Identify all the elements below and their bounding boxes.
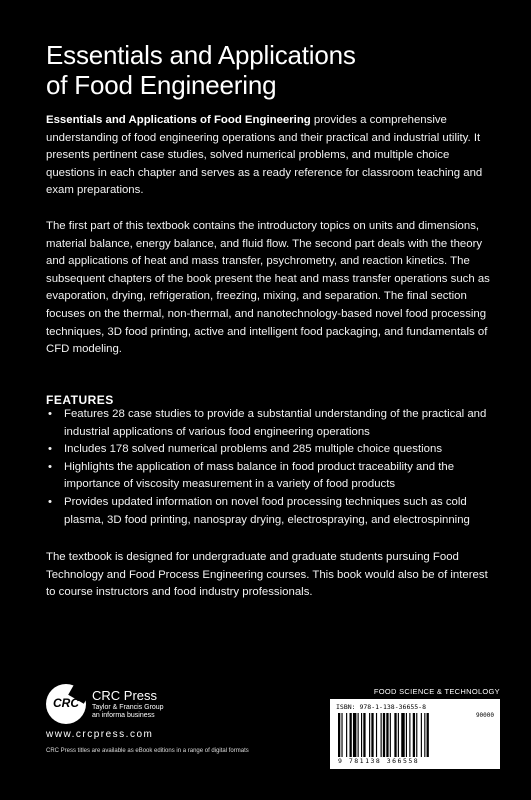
audience-paragraph: The textbook is designed for undergraduate and graduate students pursuing Food Technology and Food Process Engineering courses. This book would also be of interest to course instructors and food industry professionals. bbox=[46, 551, 488, 599]
publisher-website: www.crcpress.com bbox=[46, 729, 154, 740]
barcode-digits: 9 781138 366558 bbox=[338, 757, 420, 765]
publisher-group: Taylor & Francis Group bbox=[92, 704, 164, 711]
description-paragraph: The first part of this textbook contains the introductory topics on units and dimensions, material balance, energy balance, and fluid flow. The second part deals with the theory and applications of heat and mass transfer, psychrometry, and reaction kinetics. The subsequent chapters of the book present the heat and mass transfer operations such as evaporation, drying, refrigeration, freezing, mixing, and separation. The final section focuses on the thermal, non-thermal, and nanotechnology-based novel food processing techniques, 3D food printing, active and intelligent food packaging, and fundamentals of CFD modeling. bbox=[46, 220, 490, 356]
book-title-line-2: of Food Engineering bbox=[46, 70, 277, 100]
crc-logo-text: CRC bbox=[53, 696, 79, 710]
intro-paragraph bbox=[46, 112, 491, 200]
price-code: 90000 bbox=[475, 712, 494, 719]
book-title bbox=[46, 40, 506, 100]
intro-text: provides a comprehensive understanding of food engineering operations and their practical and industrial utility. It presents pertinent case studies, solved numerical problems, and multiple choice questions in each chapter and serves as a ready reference for classroom teaching and exam preparations. bbox=[46, 114, 483, 197]
feature-item: • Provides updated information on novel food processing techniques such as cold plasma, 3D food printing, nanospray drying, electrospraying, and electrospinning bbox=[46, 494, 501, 529]
subject-category: FOOD SCIENCE & TECHNOLOGY bbox=[373, 687, 500, 696]
publisher-name: CRC Press bbox=[92, 688, 158, 703]
barcode-bars-icon bbox=[338, 713, 492, 757]
ebook-note: CRC Press titles are available as eBook editions in a range of digital formats bbox=[46, 748, 249, 754]
features-list bbox=[46, 406, 501, 529]
book-title-line-1: Essentials and Applications bbox=[46, 40, 356, 70]
feature-item: • Features 28 case studies to provide a substantial understanding of the practical and industrial applications of various food engineering operations bbox=[46, 406, 501, 441]
isbn-barcode bbox=[330, 699, 500, 769]
isbn-number: ISBN: 978-1-138-36655-8 bbox=[336, 703, 427, 711]
feature-item: • Highlights the application of mass balance in food product traceability and the importance of viscosity measurement in a variety of food products bbox=[46, 459, 501, 494]
crc-logo-icon bbox=[46, 684, 86, 724]
publisher-tagline: an informa business bbox=[92, 712, 155, 719]
features-heading: FEATURES bbox=[46, 393, 114, 407]
intro-bold-title: Essentials and Applications of Food Engineering bbox=[46, 114, 311, 126]
feature-item: • Includes 178 solved numerical problems and 285 multiple choice questions bbox=[46, 441, 501, 459]
